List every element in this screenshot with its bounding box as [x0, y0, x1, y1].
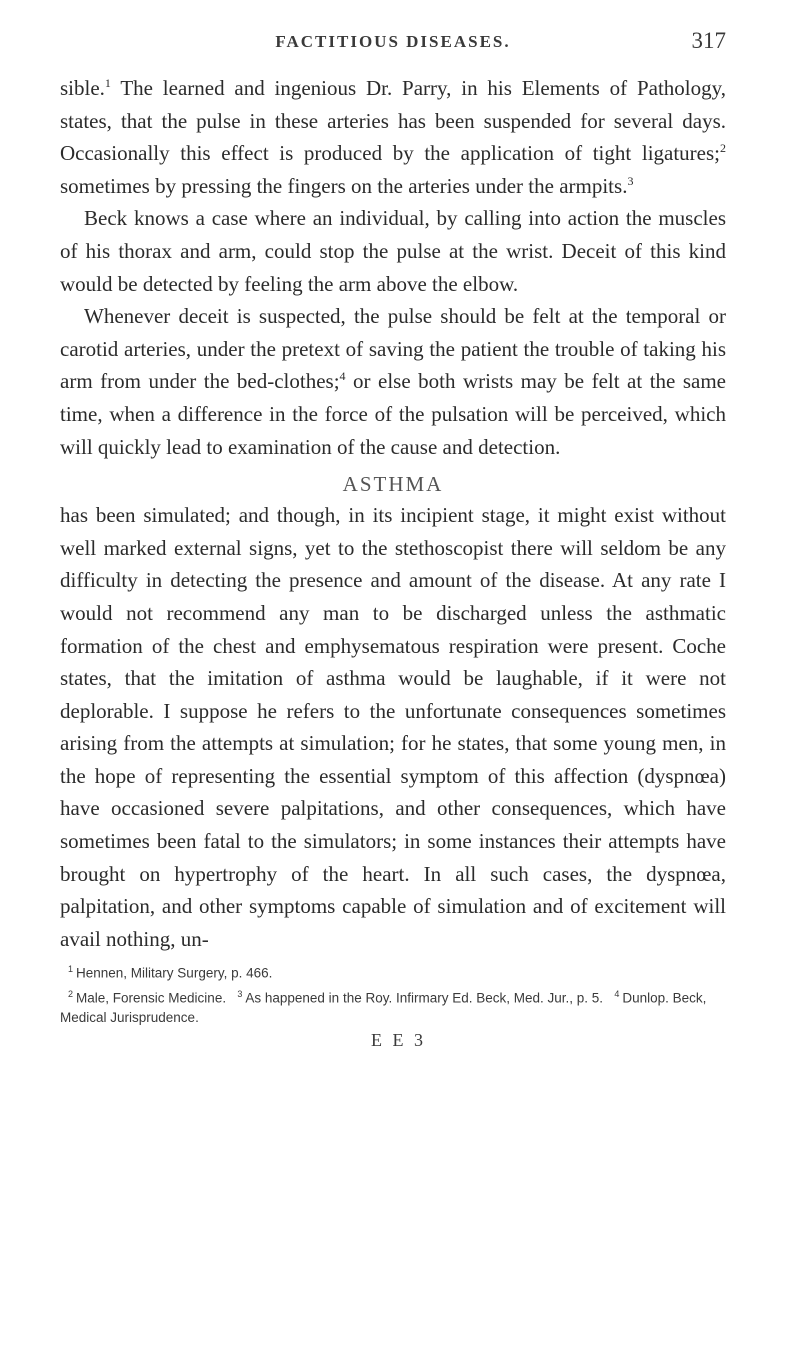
running-title: FACTITIOUS DISEASES.: [275, 32, 511, 51]
footnote-ref-2: 2: [720, 141, 726, 156]
footnote-ref-1: 1: [104, 76, 111, 90]
footnote-ref-4: 4: [339, 369, 346, 384]
footnote-2-3: $^2$ Male, Forensic Medicine. $^3$ As happened in the Roy. Infirmary Ed. Beck, Med. Jur., p. 5. $^4$ Dunlop. Beck, Medical Jurisprudence.: [60, 988, 707, 1026]
section-heading: ASTHMA: [342, 472, 444, 497]
printer-signature: E E 3: [371, 1030, 426, 1051]
paragraph-4: has been simulated; and though, in its incipient stage, it might exist without well marked external signs, yet to the stethoscopist there will seldom be any difficulty in detecting the presence and amount of the disease. At any rate I would not recommend any man to be discharged unless the asthmatic formation of the chest and emphysematous respiration were present. Coche states, that the imitation of asthma would be laughable, if it were not deplorable. I suppose he refers to the unfortunate consequences sometimes arising from the attempts at simulation; for he states, that some young men, in the hope of representing the essential symptom of this affection (dyspnœa) have occasioned severe palpitations, and other consequences, which have sometimes been fatal to the simulators; in some instances their attempts have brought on hypertrophy of the heart. In all such cases, the dyspnœa, palpitation, and other symptoms capable of simulation and of excitement will avail nothing, un-: [60, 503, 726, 951]
paragraph-3: Whenever deceit is suspected, the pulse should be felt at the temporal or carotid arteries, under the pretext of saving the patient the trouble of taking his arm from under the bed-clothes;$^4$ or else both wrists may be felt at the same time, when a difference in the force of the pulsation will be perceived, which will quickly lead to examination of the cause and detection.: [60, 304, 726, 459]
paragraph-2: Beck knows a case where an individual, by calling into action the muscles of his thorax and arm, could stop the pulse at the wrist. Deceit of this kind would be detected by feeling the arm above the elbow.: [60, 206, 726, 296]
footnote-1: $^1$ Hennen, Military Surgery, p. 466.: [68, 964, 273, 981]
running-header: [60, 28, 726, 64]
page-number: 317: [691, 28, 726, 53]
footnote-ref-3: 3: [627, 173, 634, 188]
footnotes: [60, 959, 726, 1028]
paragraph-1: sible.$^1$ The learned and ingenious Dr. Parry, in his Elements of Pathology, states, that the pulse in these arteries has been suspended for several days. Occasionally this effect is produced by the application of tight ligatures;$^2$ sometimes by pressing the fingers on the arteries under the armpits.$^3$: [60, 76, 726, 198]
body-text: [60, 72, 726, 955]
book-page: [60, 28, 726, 1051]
